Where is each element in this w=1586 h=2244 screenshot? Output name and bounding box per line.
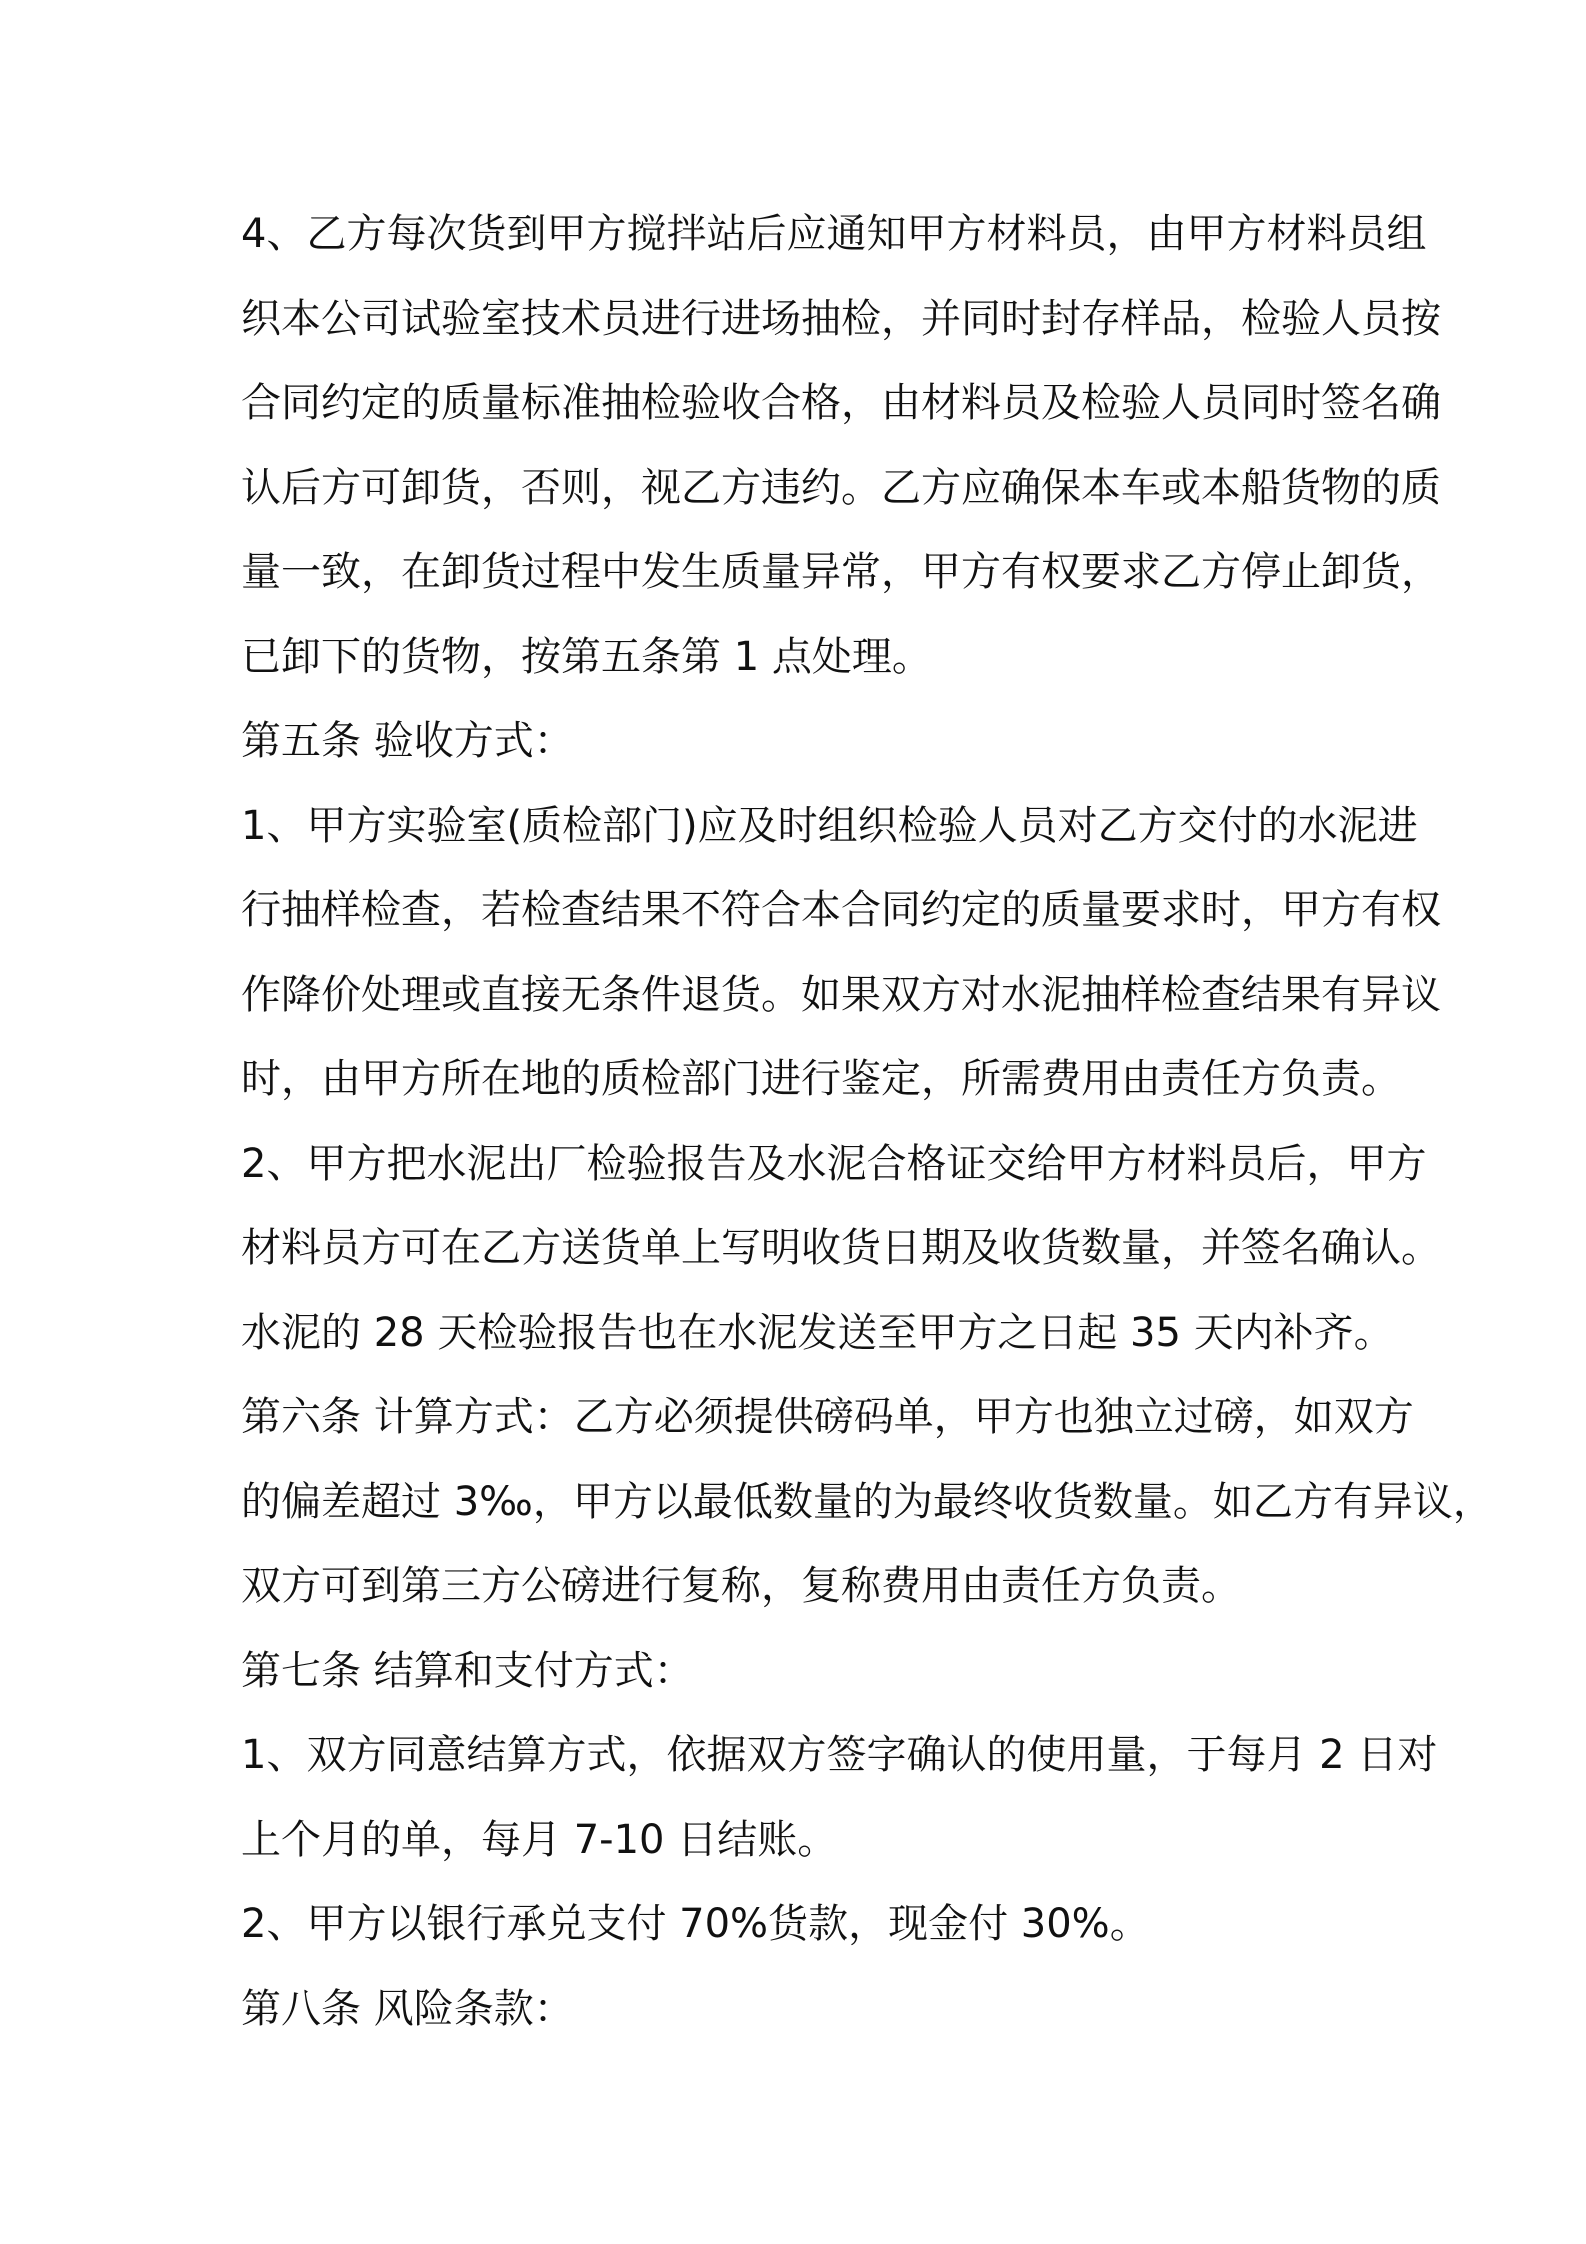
document-body xyxy=(241,192,1493,2051)
paragraph-line: 作降价处理或直接无条件退货。如果双方对水泥抽样检查结果有异议 xyxy=(241,971,1441,1018)
paragraph-line: 已卸下的货物，按第五条第 1 点处理。 xyxy=(241,633,932,680)
paragraph-line: 2、甲方以银行承兑支付 70%货款，现金付 30%。 xyxy=(241,1901,1150,1947)
paragraph-line: 双方可到第三方公磅进行复称，复称费用由责任方负责。 xyxy=(241,1563,1241,1609)
paragraph-line: 行抽样检查，若检查结果不符合本合同约定的质量要求时，甲方有权 xyxy=(241,887,1441,933)
section-heading: 第七条 结算和支付方式： xyxy=(241,1647,694,1694)
paragraph-line: 织本公司试验室技术员进行进场抽检，并同时封存样品，检验人员按 xyxy=(241,295,1441,342)
paragraph-line: 时，由甲方所在地的质检部门进行鉴定，所需费用由责任方负责。 xyxy=(241,1056,1401,1102)
paragraph-line: 量一致，在卸货过程中发生质量异常，甲方有权要求乙方停止卸货， xyxy=(241,549,1441,595)
section-heading: 第五条 验收方式： xyxy=(241,718,574,764)
paragraph-line: 的偏差超过 3‰，甲方以最低数量的为最终收货数量。如乙方有异议， xyxy=(241,1478,1493,1525)
paragraph-line: 1、双方同意结算方式，依据双方签字确认的使用量，于每月 2 日对 xyxy=(241,1732,1438,1778)
paragraph-line: 水泥的 28 天检验报告也在水泥发送至甲方之日起 35 天内补齐。 xyxy=(241,1309,1394,1356)
paragraph-line: 材料员方可在乙方送货单上写明收货日期及收货数量，并签名确认。 xyxy=(241,1225,1441,1271)
paragraph-line: 认后方可卸货，否则，视乙方违约。乙方应确保本车或本船货物的质 xyxy=(241,464,1441,511)
paragraph-line: 2、甲方把水泥出厂检验报告及水泥合格证交给甲方材料员后，甲方 xyxy=(241,1140,1427,1187)
paragraph-line: 4、乙方每次货到甲方搅拌站后应通知甲方材料员，由甲方材料员组 xyxy=(241,211,1427,257)
paragraph-line: 上个月的单，每月 7-10 日结账。 xyxy=(241,1816,838,1863)
paragraph-line: 1、甲方实验室(质检部门)应及时组织检验人员对乙方交付的水泥进 xyxy=(241,802,1418,849)
section-heading: 第六条 计算方式：乙方必须提供磅码单，甲方也独立过磅，如双方 xyxy=(241,1394,1414,1440)
paragraph-line: 合同约定的质量标准抽检验收合格，由材料员及检验人员同时签名确 xyxy=(241,380,1441,426)
section-heading: 第八条 风险条款： xyxy=(241,1985,574,2032)
